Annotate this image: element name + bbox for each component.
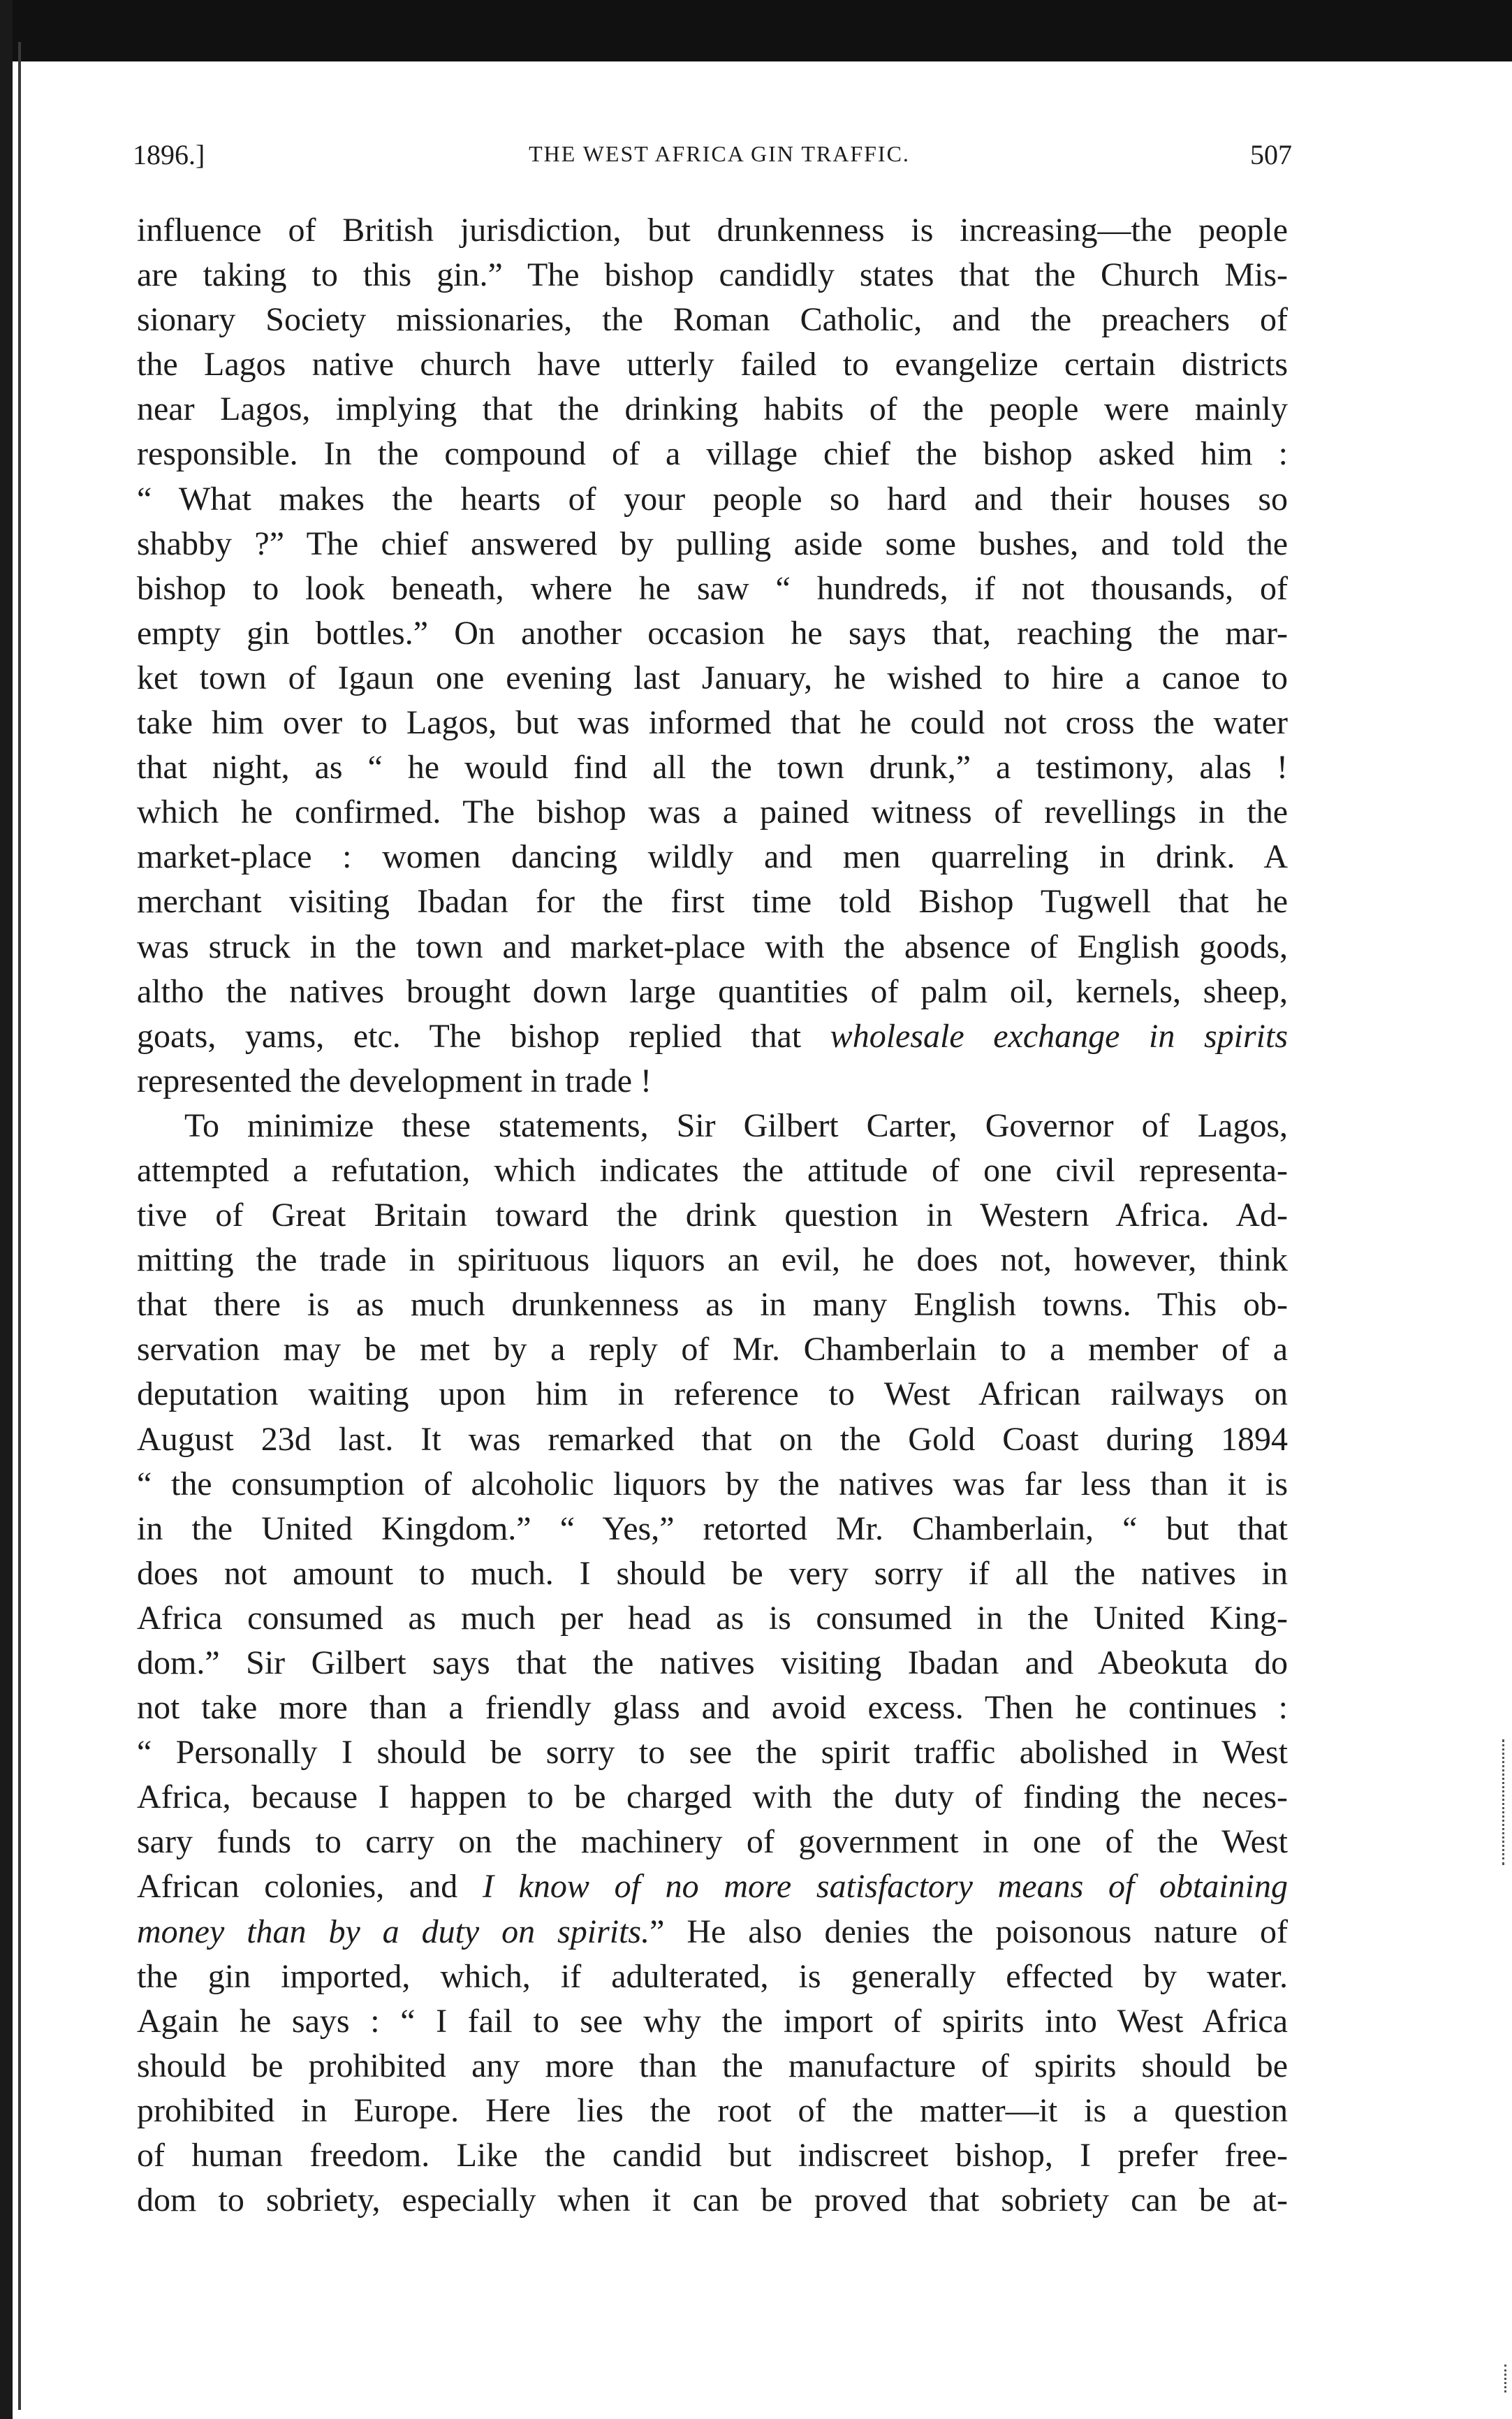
text-line: does not amount to much. I should be very sorry if all the natives in (137, 1554, 1288, 1592)
text-line: shabby ?” The chief answered by pulling aside some bushes, and told the (137, 525, 1288, 562)
article-body (137, 208, 1288, 2223)
text-line: are taking to this gin.” The bishop candidly states that the Church Mis- (137, 256, 1288, 294)
text-line: sionary Society missionaries, the Roman Catholic, and the preachers of (137, 301, 1288, 339)
text-line: prohibited in Europe. Here lies the root of the matter—it is a question (137, 2091, 1288, 2129)
text-line: attempted a refutation, which indicates the attitude of one civil representa- (137, 1151, 1288, 1189)
text-line: should be prohibited any more than the manufacture of spirits should be (137, 2047, 1288, 2084)
scan-margin-mark-bottom (1500, 2365, 1506, 2392)
text-line: sary funds to carry on the machinery of government in one of the West (137, 1823, 1288, 1861)
text-segment: ” He also denies the poisonous nature of (649, 1913, 1288, 1950)
text-line (137, 1864, 1288, 1909)
text-line: deputation waiting upon him in reference to West African railways on (137, 1375, 1288, 1413)
text-line: tive of Great Britain toward the drink question in Western Africa. Ad- (137, 1197, 1288, 1234)
page-number: 507 (1250, 139, 1292, 170)
text-line: “ the consumption of alcoholic liquors by the natives was far less than it is (137, 1465, 1288, 1503)
text-segment: African colonies, and (137, 1868, 483, 1906)
text-line: Africa, because I happen to be charged with the duty of finding the neces- (137, 1778, 1288, 1816)
text-line: near Lagos, implying that the drinking habits of the people were mainly (137, 390, 1288, 428)
scan-left-border (0, 0, 13, 2419)
text-line: altho the natives brought down large quantities of palm oil, kernels, sheep, (137, 972, 1288, 1010)
text-line: merchant visiting Ibadan for the first time told Bishop Tugwell that he (137, 883, 1288, 921)
text-line: of human freedom. Like the candid but indiscreet bishop, I prefer free- (137, 2137, 1288, 2175)
text-line: represented the development in trade ! (137, 1062, 652, 1099)
text-line: ket town of Igaun one evening last January, he wished to hire a canoe to (137, 659, 1288, 696)
text-line: that there is as much drunkenness as in many English towns. This ob- (137, 1286, 1288, 1324)
text-line: that night, as “ he would find all the town drunk,” a testimony, alas ! (137, 749, 1288, 787)
text-line: dom.” Sir Gilbert says that the natives visiting Ibadan and Abeokuta do (137, 1644, 1288, 1681)
header-title: THE WEST AFRICA GIN TRAFFIC. (529, 141, 910, 166)
text-line: not take more than a friendly glass and avoid excess. Then he continues : (137, 1689, 1288, 1727)
text-line: the Lagos native church have utterly failed to evangelize certain districts (137, 346, 1288, 383)
header-year: 1896.] (133, 139, 205, 170)
italic-text: I know of no more satisfactory means of obtaining (482, 1868, 1288, 1906)
running-header (133, 138, 1306, 180)
scan-top-border (0, 0, 1512, 61)
text-line: in the United Kingdom.” “ Yes,” retorted Mr. Chamberlain, “ but that (137, 1510, 1288, 1547)
text-line: “ What makes the hearts of your people so hard and their houses so (137, 480, 1288, 518)
text-line: bishop to look beneath, where he saw “ hundreds, if not thousands, of (137, 569, 1288, 607)
italic-text: wholesale exchange in spirits (830, 1017, 1288, 1055)
scan-left-rule (18, 42, 21, 2410)
scan-margin-mark (1498, 1739, 1504, 1865)
text-line: take him over to Lagos, but was informed that he could not cross the water (137, 704, 1288, 742)
text-line: empty gin bottles.” On another occasion he says that, reaching the mar- (137, 614, 1288, 652)
text-line: Again he says : “ I fail to see why the import of spirits into West Africa (137, 2002, 1288, 2040)
text-line: “ Personally I should be sorry to see the spirit traffic abolished in West (137, 1734, 1288, 1771)
text-line: mitting the trade in spirituous liquors an evil, he does not, however, think (137, 1241, 1288, 1279)
text-line: August 23d last. It was remarked that on the Gold Coast during 1894 (137, 1420, 1288, 1458)
text-line: dom to sobriety, especially when it can be proved that sobriety can be at- (137, 2182, 1288, 2219)
text-line: Africa consumed as much per head as is consumed in the United King- (137, 1599, 1288, 1637)
text-line: market-place : women dancing wildly and men quarreling in drink. A (137, 838, 1288, 876)
italic-text: money than by a duty on spirits. (137, 1913, 650, 1950)
text-line: To minimize these statements, Sir Gilbert Carter, Governor of Lagos, (184, 1106, 1288, 1144)
text-line: which he confirmed. The bishop was a pained witness of revellings in the (137, 794, 1288, 831)
text-line: responsible. In the compound of a village chief the bishop asked him : (137, 435, 1288, 473)
text-line: was struck in the town and market-place with the absence of English goods, (137, 928, 1288, 965)
text-line (137, 1910, 1288, 1954)
text-line (137, 1014, 1288, 1059)
text-line: servation may be met by a reply of Mr. Chamberlain to a member of a (137, 1331, 1288, 1368)
text-line: influence of British jurisdiction, but drunkenness is increasing—the people (137, 212, 1288, 249)
text-line: the gin imported, which, if adulterated, is generally effected by water. (137, 1957, 1288, 1995)
text-segment: goats, yams, etc. The bishop replied that (137, 1017, 830, 1055)
